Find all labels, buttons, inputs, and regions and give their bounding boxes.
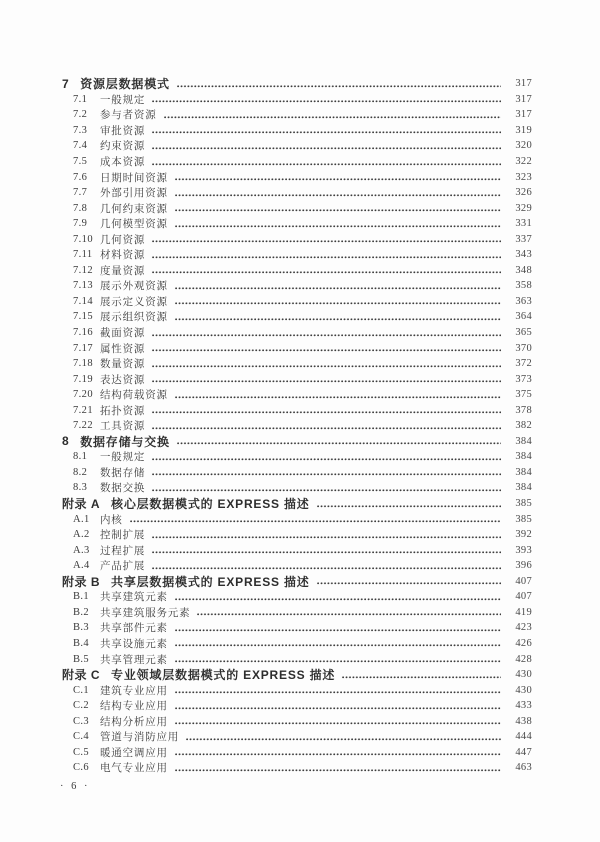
toc-entry (62, 278, 532, 294)
toc-entry-page: 358 (515, 280, 532, 292)
dot-leader (152, 567, 501, 570)
toc-entry-title: 专业领域层数据模式的 EXPRESS 描述 (111, 668, 336, 683)
toc-entry-page: 396 (515, 560, 532, 572)
toc-entry-number: 7.9 (73, 218, 88, 230)
toc-entry (62, 682, 532, 698)
dot-leader (152, 380, 501, 383)
toc-entry-number: 7.16 (73, 327, 93, 339)
dot-leader (152, 411, 501, 414)
toc-entry-number: C.5 (73, 746, 90, 758)
toc-entry-page: 317 (515, 78, 532, 90)
toc-entry-number: 7.7 (73, 187, 88, 199)
dot-leader (130, 520, 501, 523)
toc-entry (62, 542, 532, 558)
toc-entry-title: 结构分析应用 (100, 716, 168, 728)
toc-entry-number: 7.18 (73, 358, 93, 370)
toc-entry-page: 363 (515, 295, 532, 307)
toc-entry (62, 620, 532, 636)
toc-entry-title: 度量资源 (100, 265, 146, 277)
toc-entry-number: 7.20 (73, 389, 93, 401)
toc-entry-page: 378 (515, 404, 532, 416)
toc-entry-title: 一般规定 (100, 94, 146, 106)
toc-entry-page: 364 (515, 311, 532, 323)
dot-leader (152, 271, 501, 274)
toc-entry-page: 375 (515, 389, 532, 401)
toc-entry-title: 参与者资源 (100, 110, 157, 122)
dot-leader (175, 753, 501, 756)
toc-entry-title: 成本资源 (100, 157, 146, 168)
toc-entry-number: 7.2 (73, 109, 88, 121)
toc-entry (62, 123, 532, 139)
toc-entry-number: 8.3 (73, 482, 88, 494)
toc-entry-page: 447 (515, 746, 532, 758)
toc-entry-number: C.2 (73, 700, 90, 712)
toc-entry (62, 294, 532, 310)
toc-entry-title: 内核 (100, 514, 123, 526)
toc-entry-page: 433 (515, 700, 532, 712)
toc-entry-number: 7.5 (73, 156, 88, 167)
dot-leader (175, 302, 501, 305)
toc-entry (62, 558, 532, 574)
toc-list (62, 76, 532, 776)
toc-entry-page: 438 (515, 715, 532, 727)
toc-entry-title: 暖通空调应用 (100, 747, 168, 759)
dot-leader (152, 147, 501, 150)
toc-entry-number: 附录 C (62, 668, 101, 683)
toc-entry-title: 管道与消防应用 (100, 732, 180, 744)
toc-entry (62, 92, 532, 108)
toc-entry-number: C.1 (73, 684, 90, 696)
toc-entry-page: 317 (515, 109, 532, 121)
toc-entry-title: 拓扑资源 (100, 405, 146, 417)
toc-entry-page: 320 (515, 140, 532, 152)
toc-entry (62, 434, 532, 450)
toc-entry (62, 263, 532, 279)
toc-entry (62, 713, 532, 729)
toc-entry-number: 7.8 (73, 202, 88, 214)
toc-entry-title: 材料资源 (100, 250, 146, 262)
toc-entry-page: 385 (515, 513, 532, 525)
toc-entry (62, 325, 532, 341)
toc-entry (62, 527, 532, 543)
toc-entry-page: 323 (515, 171, 532, 183)
toc-entry-number: B.1 (73, 591, 90, 603)
dot-leader (175, 318, 501, 321)
dot-leader (152, 427, 501, 430)
toc-entry-page: 463 (515, 762, 532, 774)
toc-entry-title: 一般规定 (100, 452, 146, 464)
dot-leader (175, 194, 501, 197)
footer-page-number: · 6 · (60, 781, 89, 792)
toc-entry-title: 数据存储 (100, 467, 146, 479)
dot-leader (175, 209, 501, 212)
toc-entry-page: 365 (515, 327, 532, 339)
toc-entry-title: 过程扩展 (100, 545, 146, 557)
toc-entry-title: 几何资源 (100, 234, 146, 246)
toc-entry-page: 392 (515, 529, 532, 541)
toc-entry-page: 317 (515, 93, 532, 105)
toc-entry (62, 107, 532, 123)
toc-entry-number: 7.19 (73, 373, 93, 385)
dot-leader (175, 644, 501, 647)
toc-entry-page: 384 (515, 435, 532, 447)
dot-leader (177, 85, 501, 88)
toc-entry-page: 385 (515, 498, 532, 510)
dot-leader (175, 691, 501, 694)
dot-leader (164, 116, 502, 119)
toc-entry-page: 337 (515, 233, 532, 245)
toc-entry-number: 7.21 (73, 404, 93, 416)
toc-entry-title: 电气专业应用 (100, 763, 168, 775)
toc-entry-title: 核心层数据模式的 EXPRESS 描述 (111, 497, 310, 512)
toc-entry-number: 7.15 (73, 311, 93, 323)
dot-leader (175, 660, 501, 663)
toc-entry-page: 393 (515, 544, 532, 556)
toc-entry-title: 展示组织资源 (100, 312, 168, 324)
dot-leader (175, 769, 501, 772)
toc-entry (62, 636, 532, 652)
toc-entry-page: 329 (515, 202, 532, 214)
toc-entry (62, 745, 532, 761)
toc-entry-title: 共享建筑元素 (100, 592, 168, 604)
toc-entry-page: 348 (515, 264, 532, 276)
dot-leader (152, 334, 501, 337)
toc-entry (62, 356, 532, 372)
dot-leader (175, 225, 501, 228)
toc-entry-page: 419 (515, 606, 532, 618)
toc-entry (62, 340, 532, 356)
toc-entry-number: B.5 (73, 653, 90, 665)
toc-entry (62, 589, 532, 605)
toc-entry-number: 8.1 (73, 451, 88, 463)
toc-entry (62, 698, 532, 714)
toc-entry-page: 407 (515, 591, 532, 603)
toc-entry-page: 407 (515, 575, 532, 587)
toc-entry-page: 426 (515, 637, 532, 649)
toc-entry-title: 共享建筑服务元素 (100, 607, 191, 619)
toc-entry (62, 480, 532, 496)
dot-leader (177, 442, 501, 445)
toc-entry-page: 430 (515, 669, 532, 681)
dot-leader (175, 722, 501, 725)
toc-entry (62, 200, 532, 216)
toc-entry-title: 产品扩展 (100, 561, 146, 573)
toc-entry-number: 7.3 (73, 124, 88, 136)
dot-leader (175, 396, 501, 399)
toc-entry-number: B.4 (73, 637, 90, 649)
toc-entry-title: 建筑专业应用 (100, 685, 168, 697)
toc-entry-page: 382 (515, 420, 532, 432)
toc-entry-number: 7 (62, 76, 70, 91)
dot-leader (152, 131, 501, 134)
toc-entry-page: 322 (515, 156, 532, 167)
toc-entry-title: 控制扩展 (100, 530, 146, 542)
toc-entry (62, 511, 532, 527)
toc-entry-title: 数据存储与交换 (80, 434, 170, 449)
dot-leader (152, 365, 501, 368)
toc-entry-page: 384 (515, 451, 532, 463)
toc-entry-title: 工具资源 (100, 421, 146, 433)
toc-entry-page: 423 (515, 622, 532, 634)
toc-entry-number: 8.2 (73, 466, 88, 478)
toc-entry-number: 7.22 (73, 420, 93, 432)
toc-entry-title: 共享管理元素 (100, 654, 168, 666)
toc-entry (62, 651, 532, 667)
dot-leader (186, 738, 501, 741)
toc-entry-number: 7.1 (73, 93, 88, 105)
toc-entry-number: 7.17 (73, 342, 93, 354)
toc-entry (62, 449, 532, 465)
toc-entry (62, 169, 532, 185)
toc-entry (62, 231, 532, 247)
toc-entry (62, 387, 532, 403)
toc-entry (62, 465, 532, 481)
dot-leader (152, 256, 501, 259)
dot-leader (197, 613, 501, 616)
toc-entry (62, 76, 532, 92)
toc-entry-number: 7.12 (73, 264, 93, 276)
toc-entry-number: 7.6 (73, 171, 88, 183)
dot-leader (152, 551, 501, 554)
toc-entry-title: 属性资源 (100, 343, 146, 355)
toc-entry (62, 574, 532, 590)
dot-leader (317, 505, 501, 508)
toc-entry-number: 7.10 (73, 233, 93, 245)
toc-entry (62, 605, 532, 621)
toc-entry-page: 428 (515, 653, 532, 665)
dot-leader (152, 100, 501, 103)
toc-entry (62, 138, 532, 154)
toc-entry-number: A.1 (73, 513, 90, 525)
toc-entry (62, 667, 532, 683)
toc-entry-number: 7.11 (73, 249, 93, 261)
toc-entry-number: 8 (62, 434, 70, 449)
toc-entry-page: 430 (515, 684, 532, 696)
toc-entry-title: 外部引用资源 (100, 188, 168, 200)
toc-entry-title: 资源层数据模式 (80, 77, 170, 92)
dot-leader (175, 178, 501, 181)
toc-entry-page: 343 (515, 249, 532, 261)
toc-entry-number: B.2 (73, 606, 90, 618)
toc-entry (62, 729, 532, 745)
toc-entry-page: 373 (515, 373, 532, 385)
toc-entry (62, 154, 532, 170)
toc-entry-number: A.3 (73, 544, 90, 556)
dot-leader (342, 676, 501, 679)
toc-entry-number: 7.4 (73, 140, 88, 152)
toc-entry-page: 370 (515, 342, 532, 354)
toc-entry (62, 371, 532, 387)
toc-entry-title: 几何模型资源 (100, 219, 168, 231)
toc-entry-number: A.4 (73, 560, 90, 572)
dot-leader (175, 707, 501, 710)
toc-entry-title: 几何约束资源 (100, 203, 168, 215)
toc-entry-title: 审批资源 (100, 125, 146, 137)
toc-entry (62, 760, 532, 776)
toc-entry-page: 384 (515, 482, 532, 494)
toc-entry-page: 384 (515, 466, 532, 478)
toc-entry-title: 日期时间资源 (100, 172, 168, 184)
toc-entry-number: B.3 (73, 622, 90, 634)
dot-leader (152, 240, 501, 243)
dot-leader (152, 163, 501, 166)
toc-entry-page: 331 (515, 218, 532, 230)
dot-leader (152, 349, 501, 352)
toc-entry-number: 附录 B (62, 574, 101, 589)
dot-leader (317, 582, 501, 585)
toc-entry-title: 展示定义资源 (100, 296, 168, 308)
toc-entry-page: 326 (515, 187, 532, 199)
toc-entry (62, 309, 532, 325)
toc-entry-title: 共享设施元素 (100, 638, 168, 650)
toc-entry-number: A.2 (73, 529, 90, 541)
dot-leader (175, 629, 501, 632)
dot-leader (152, 458, 501, 461)
toc-entry-page: 372 (515, 358, 532, 370)
toc-entry-number: C.3 (73, 715, 90, 727)
toc-entry-title: 数据交换 (100, 483, 146, 495)
dot-leader (152, 536, 501, 539)
toc-entry-number: C.4 (73, 731, 90, 743)
dot-leader (175, 287, 501, 290)
toc-entry (62, 402, 532, 418)
toc-entry-number: 附录 A (62, 497, 101, 512)
dot-leader (152, 473, 501, 476)
toc-entry-title: 表达资源 (100, 374, 146, 386)
toc-entry (62, 185, 532, 201)
toc-entry-title: 截面资源 (100, 328, 146, 340)
toc-entry-page: 319 (515, 124, 532, 136)
dot-leader (175, 598, 501, 601)
toc-entry (62, 216, 532, 232)
toc-entry (62, 418, 532, 434)
toc-entry-number: 7.14 (73, 295, 93, 307)
toc-entry-number: 7.13 (73, 280, 93, 292)
toc-entry (62, 247, 532, 263)
toc-entry-title: 约束资源 (100, 141, 146, 153)
toc-entry-title: 共享层数据模式的 EXPRESS 描述 (111, 574, 310, 589)
toc-entry-title: 结构专业应用 (100, 701, 168, 713)
dot-leader (152, 489, 501, 492)
toc-entry-title: 共享部件元素 (100, 623, 168, 635)
toc-entry-number: C.6 (73, 762, 90, 774)
toc-entry (62, 496, 532, 512)
toc-entry-title: 结构荷载资源 (100, 390, 168, 402)
toc-entry-title: 数量资源 (100, 359, 146, 371)
toc-entry-page: 444 (515, 731, 532, 743)
toc-entry-title: 展示外观资源 (100, 281, 168, 293)
